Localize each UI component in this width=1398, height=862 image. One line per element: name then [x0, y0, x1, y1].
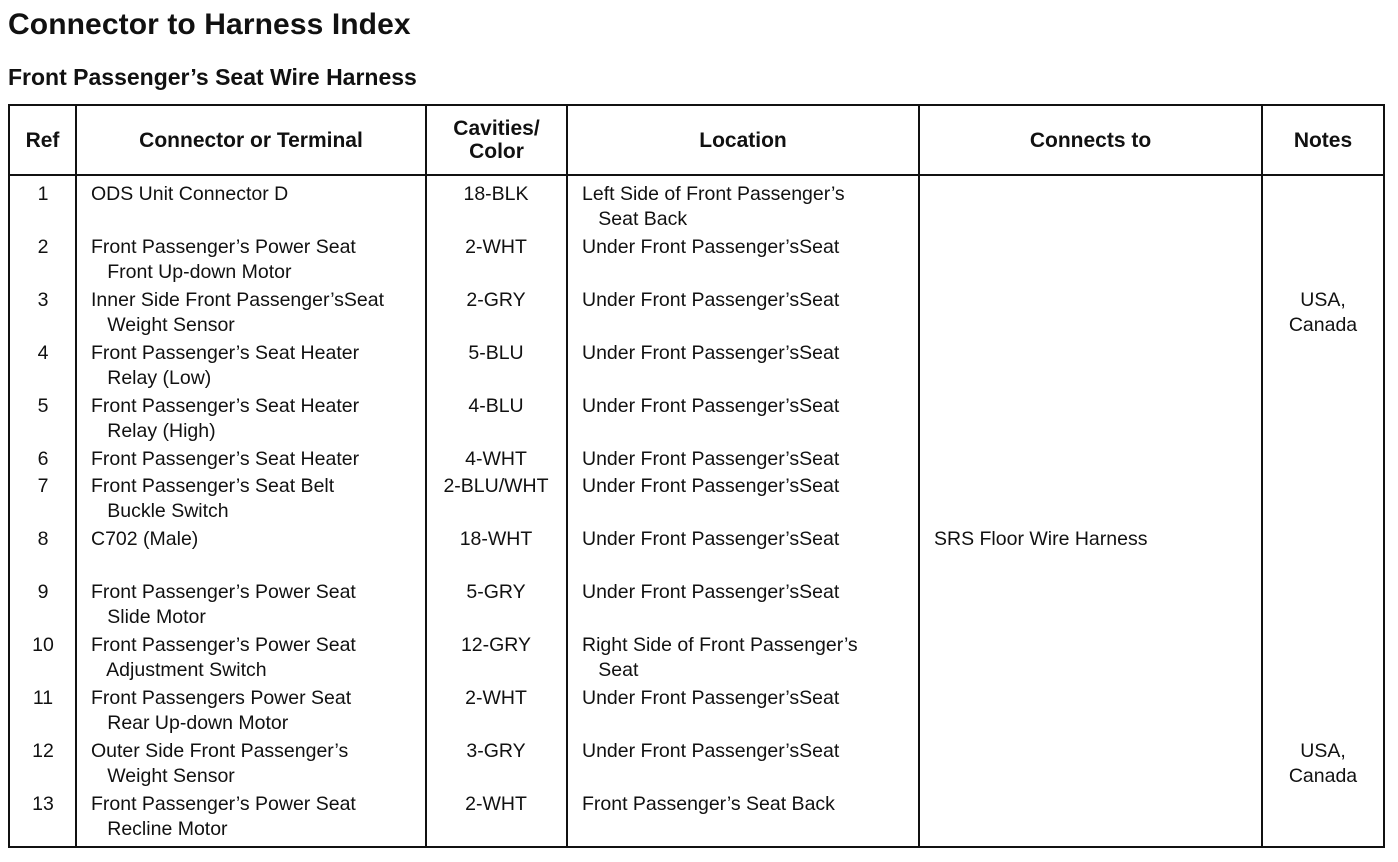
- row-10-cavities: 12-GRY: [460, 634, 532, 656]
- row-5-cavities: 4-BLU: [468, 395, 524, 417]
- row-11-cavities: 2-WHT: [465, 687, 527, 709]
- page-subtitle: Front Passenger’s Seat Wire Harness: [8, 64, 417, 90]
- row-8-ref: 8: [37, 528, 49, 550]
- row-3-location: Under Front Passenger’sSeat: [582, 289, 840, 311]
- row-1-connector: ODS Unit Connector D: [91, 183, 289, 205]
- row-6-location: Under Front Passenger’sSeat: [582, 448, 840, 470]
- row-8-connector: C702 (Male): [91, 528, 199, 550]
- page-title: Connector to Harness Index: [8, 8, 411, 41]
- header-cavities: Cavities/ Color: [453, 117, 540, 163]
- row-1-location: Left Side of Front Passenger’s Seat Back: [582, 183, 845, 230]
- row-5-connector: Front Passenger’s Seat Heater Relay (High): [91, 395, 360, 442]
- header-location: Location: [699, 128, 787, 152]
- row-5-location: Under Front Passenger’sSeat: [582, 395, 840, 417]
- row-7-connector: Front Passenger’s Seat Belt Buckle Switch: [91, 475, 335, 522]
- row-4-ref: 4: [37, 342, 49, 364]
- row-8-location: Under Front Passenger’sSeat: [582, 528, 840, 550]
- row-1-cavities: 18-BLK: [463, 183, 529, 205]
- row-1-ref: 1: [37, 183, 49, 205]
- row-10-connector: Front Passenger’s Power Seat Adjustment Switch: [91, 634, 356, 681]
- row-6-connector: Front Passenger’s Seat Heater: [91, 448, 360, 470]
- harness-index-table: [8, 104, 1385, 848]
- header-notes: Notes: [1293, 128, 1353, 152]
- row-11-ref: 11: [32, 687, 54, 709]
- row-6-ref: 6: [37, 448, 49, 470]
- header-divider: [10, 174, 1383, 176]
- row-7-ref: 7: [37, 475, 49, 497]
- row-2-ref: 2: [37, 236, 49, 258]
- row-8-cavities: 18-WHT: [459, 528, 533, 550]
- header-ref: Ref: [25, 128, 60, 152]
- row-4-cavities: 5-BLU: [468, 342, 524, 364]
- row-13-ref: 13: [32, 793, 54, 815]
- row-3-connector: Inner Side Front Passenger’sSeat Weight Sensor: [91, 289, 385, 336]
- row-9-ref: 9: [37, 581, 49, 603]
- column-divider: [1261, 106, 1263, 846]
- row-12-cavities: 3-GRY: [466, 740, 526, 762]
- row-13-location: Front Passenger’s Seat Back: [582, 793, 835, 815]
- row-2-connector: Front Passenger’s Power Seat Front Up-down Motor: [91, 236, 356, 283]
- row-4-location: Under Front Passenger’sSeat: [582, 342, 840, 364]
- row-11-location: Under Front Passenger’sSeat: [582, 687, 840, 709]
- row-12-ref: 12: [32, 740, 54, 762]
- row-10-location: Right Side of Front Passenger’s Seat: [582, 634, 858, 681]
- header-connector: Connector or Terminal: [139, 128, 363, 152]
- row-11-connector: Front Passengers Power Seat Rear Up-down Motor: [91, 687, 352, 734]
- row-6-cavities: 4-WHT: [465, 448, 527, 470]
- row-7-location: Under Front Passenger’sSeat: [582, 475, 840, 497]
- row-13-connector: Front Passenger’s Power Seat Recline Motor: [91, 793, 356, 840]
- row-9-cavities: 5-GRY: [466, 581, 526, 603]
- row-12-notes: USA, Canada: [1288, 740, 1358, 787]
- row-7-cavities: 2-BLU/WHT: [443, 475, 549, 497]
- header-connects-to: Connects to: [1029, 128, 1152, 152]
- row-5-ref: 5: [37, 395, 49, 417]
- row-3-cavities: 2-GRY: [466, 289, 526, 311]
- row-12-connector: Outer Side Front Passenger’s Weight Sensor: [91, 740, 349, 787]
- row-4-connector: Front Passenger’s Seat Heater Relay (Low): [91, 342, 360, 389]
- row-2-location: Under Front Passenger’sSeat: [582, 236, 840, 258]
- row-10-ref: 10: [32, 634, 54, 656]
- column-divider: [918, 106, 920, 846]
- row-3-notes: USA, Canada: [1288, 289, 1358, 336]
- row-13-cavities: 2-WHT: [465, 793, 527, 815]
- row-2-cavities: 2-WHT: [465, 236, 527, 258]
- row-9-connector: Front Passenger’s Power Seat Slide Motor: [91, 581, 356, 628]
- row-12-location: Under Front Passenger’sSeat: [582, 740, 840, 762]
- row-8-connects-to: SRS Floor Wire Harness: [934, 528, 1148, 550]
- row-3-ref: 3: [37, 289, 49, 311]
- row-9-location: Under Front Passenger’sSeat: [582, 581, 840, 603]
